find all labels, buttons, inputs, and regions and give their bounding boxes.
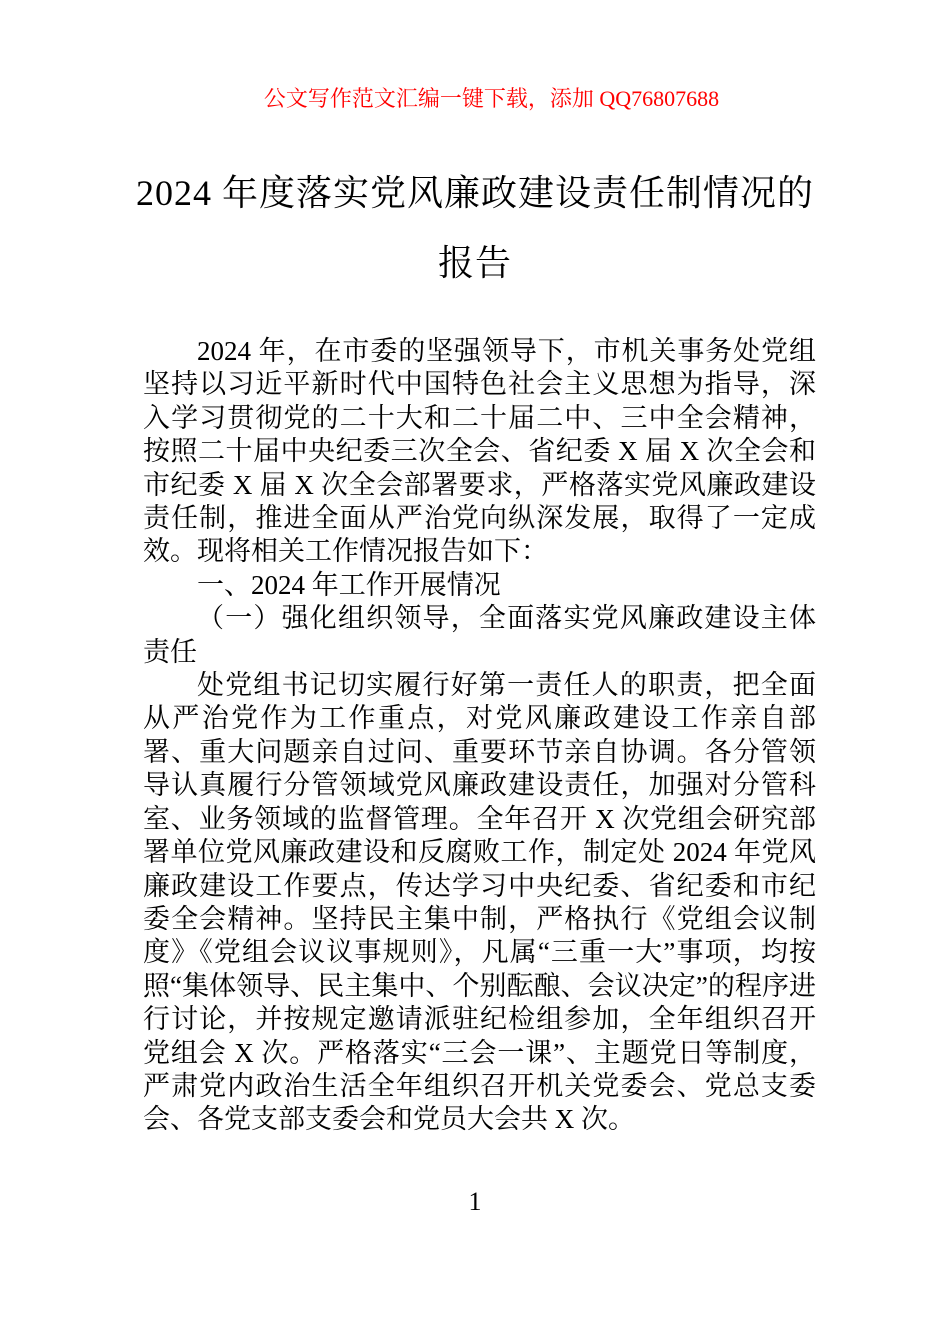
doc-body — [143, 335, 816, 1137]
section-heading-1-1: （一）强化组织领导，全面落实党风廉政建设主体责任 — [143, 603, 816, 667]
page-number: 1 — [468, 1187, 482, 1216]
paragraph-main: 处党组书记切实履行好第一责任人的职责，把全面从严治党作为工作重点，对党风廉政建设工作亲自部署、重大问题亲自过问、重要环节亲自协调。各分管领导认真履行分管领域党风廉政建设责任，加强对分管科室、业务领域的监督管理。全年召开 X 次党组会研究部署单位党风廉政建设和反腐败工作，制定处 2024 年党风廉政建设工作要点，传达学习中央纪委、省纪委和市纪委全会精神。坚持民主集中制，严格执行《党组会议制度》《党组会议议事规则》，凡属“三重一大”事项，均按照“集体领导、民主集中、个别酝酿、会议决定”的程序进行讨论，并按规定邀请派驻纪检组参加，全年组织召开党组会 X 次。严格落实“三会一课”、主题党日等制度，严肃党内政治生活全年组织召开机关党委会、党总支委会、各党支部支委会和党员大会共 X 次。 — [143, 670, 816, 1135]
doc-title-line1: 2024 年度落实党风廉政建设责任制情况的 — [135, 173, 814, 213]
notice-banner: 公文写作范文汇编一键下载，添加 QQ76807688 — [263, 86, 720, 111]
doc-title — [100, 158, 850, 298]
doc-title-line2: 报告 — [437, 243, 512, 283]
paragraph-intro: 2024 年，在市委的坚强领导下，市机关事务处党组坚持以习近平新时代中国特色社会主义思想为指导，深入学习贯彻党的二十大和二十届二中、三中全会精神，按照二十届中央纪委三次全会、省纪委 X 届 X 次全会和市纪委 X 届 X 次全会部署要求，严格落实党风廉政建设责任制，推进全面从严治党向纵深发展，取得了一定成效。现将相关工作情况报告如下： — [143, 336, 816, 567]
section-heading-1: 一、2024 年工作开展情况 — [197, 569, 501, 600]
